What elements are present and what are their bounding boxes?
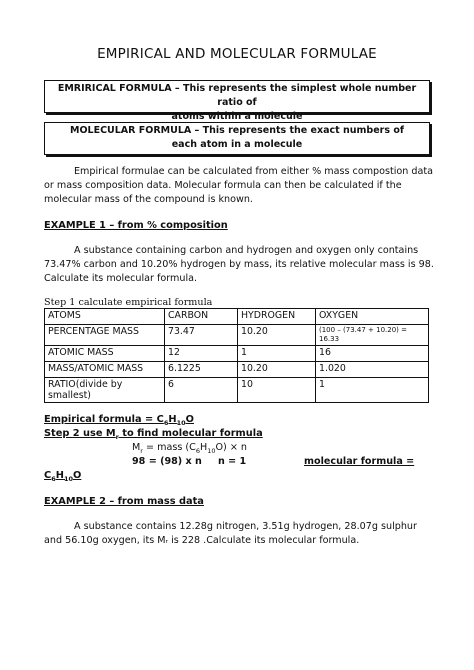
molecular-definition-line-1: MOLECULAR FORMULA – This represents the exact numbers of bbox=[70, 125, 404, 136]
molecular-definition-box bbox=[44, 122, 430, 155]
example-1-text: A substance containing carbon and hydrogen and oxygen only contains 73.47% carbon and 10.20% hydrogen by mass, its relative molecular mass is 98. Calculate its molecular formula. bbox=[44, 245, 434, 285]
table-row bbox=[45, 362, 429, 378]
table-cell: (100 – (73.47 + 10.20) = 16.33 bbox=[316, 325, 429, 346]
composition-table bbox=[44, 308, 429, 403]
table-row bbox=[45, 325, 429, 346]
n-value: n = 1 bbox=[218, 456, 247, 467]
table-cell: 1 bbox=[316, 378, 429, 403]
table-cell: MASS/ATOMIC MASS bbox=[45, 362, 165, 378]
table-row bbox=[45, 346, 429, 362]
molecular-formula-label: molecular formula = bbox=[304, 456, 415, 467]
table-row bbox=[45, 378, 429, 403]
empirical-definition-line-1: EMRIRICAL FORMULA – This represents the simplest whole number ratio of bbox=[57, 83, 417, 108]
example-2-text: A substance contains 12.28g nitrogen, 3.51g hydrogen, 28.07g sulphur and 56.10g oxygen, its Mᵣ is 228 .Calculate its molecular formula. bbox=[44, 521, 417, 547]
molecular-definition-line-2: each atom in a molecule bbox=[171, 139, 303, 150]
n-equation: 98 = (98) x n bbox=[132, 456, 202, 467]
table-cell: 10 bbox=[238, 378, 316, 403]
table-cell: 6 bbox=[165, 378, 238, 403]
table-cell: 10.20 bbox=[238, 325, 316, 346]
mr-equation: $M_r$ = mass $(C_6H_{10}O) \times n$ bbox=[132, 442, 247, 455]
table-cell: 1.020 bbox=[316, 362, 429, 378]
empirical-formula-result: Empirical formula = $C_6H_{10}O$ bbox=[44, 414, 194, 427]
intro-paragraph: Empirical formulae can be calculated from either % mass compostion data or mass composition data. Molecular formula can then be calculated if the molecular mass of the compound is known. bbox=[44, 166, 434, 206]
example-2-heading: EXAMPLE 2 – from mass data bbox=[44, 496, 204, 507]
table-header-cell: HYDROGEN bbox=[238, 309, 316, 325]
table-header-cell: OXYGEN bbox=[316, 309, 429, 325]
table-cell: ATOMIC MASS bbox=[45, 346, 165, 362]
step-1-label: Step 1 calculate empirical formula bbox=[44, 297, 213, 308]
table-cell: 12 bbox=[165, 346, 238, 362]
table-cell: 16 bbox=[316, 346, 429, 362]
table-header-row bbox=[45, 309, 429, 325]
empirical-definition-line-2: atoms within a molecule bbox=[171, 111, 303, 122]
molecular-formula-result: $C_6H_{10}O$ bbox=[44, 470, 82, 483]
table-header-cell: CARBON bbox=[165, 309, 238, 325]
table-cell: RATIO(divide by smallest) bbox=[45, 378, 165, 403]
empirical-definition-box bbox=[44, 80, 430, 122]
page-title: EMPIRICAL AND MOLECULAR FORMULAE bbox=[97, 46, 377, 62]
table-cell: 10.20 bbox=[238, 362, 316, 378]
table-cell: 73.47 bbox=[165, 325, 238, 346]
step-2-heading: Step 2 use $M_r$ to find molecular formula bbox=[44, 428, 263, 441]
table-header-cell: ATOMS bbox=[45, 309, 165, 325]
table-cell: 6.1225 bbox=[165, 362, 238, 378]
table-cell: 1 bbox=[238, 346, 316, 362]
example-1-heading: EXAMPLE 1 – from % composition bbox=[44, 220, 228, 231]
table-cell: PERCENTAGE MASS bbox=[45, 325, 165, 346]
